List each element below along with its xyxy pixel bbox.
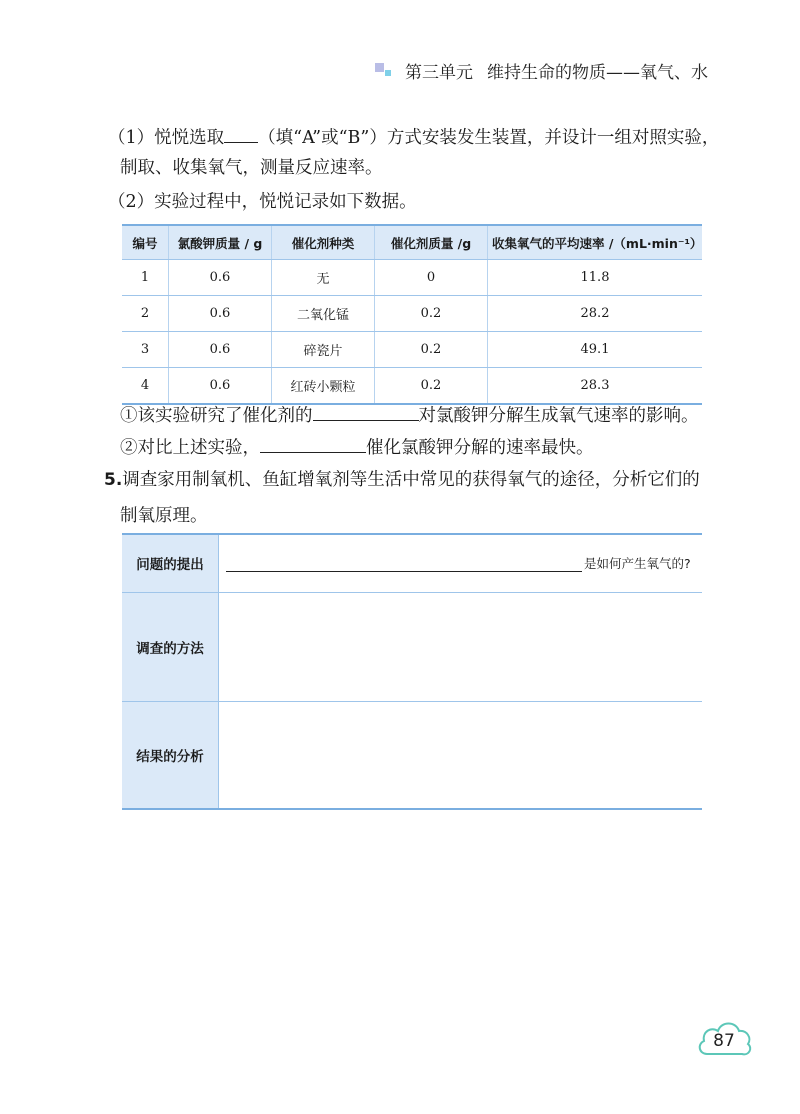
question-2-intro: （2）实验过程中，悦悦记录如下数据。 (108, 192, 417, 212)
question-suffix: 是如何产生氧气的? (584, 556, 691, 572)
investigation-row-method (122, 592, 702, 701)
table-cell: 11.8 (488, 260, 703, 296)
running-header (375, 58, 708, 83)
chapter-title: 维持生命的物质——氧气、水 (487, 63, 708, 83)
sub-question-2-text-b: 催化氯酸钾分解的速率最快。 (366, 438, 594, 458)
table-row (122, 368, 702, 405)
table-cell: 0.6 (169, 368, 272, 405)
table-cell: 二氧化锰 (272, 296, 375, 332)
table-cell: 0.6 (169, 296, 272, 332)
column-header: 编号 (122, 225, 169, 260)
table-cell: 2 (122, 296, 169, 332)
table-cell: 无 (272, 260, 375, 296)
sub-question-1-text-b: 对氯酸钾分解生成氧气速率的影响。 (418, 406, 699, 426)
table-cell: 28.3 (488, 368, 703, 405)
row-label-method: 调查的方法 (122, 592, 219, 701)
experiment-data-table (122, 224, 702, 405)
table-cell: 3 (122, 332, 169, 368)
answer-blank-catalyst-property[interactable] (313, 402, 419, 421)
sub-question-2 (120, 434, 594, 460)
table-cell: 4 (122, 368, 169, 405)
sub-question-1 (120, 402, 699, 428)
sub-question-2-text-a: ②对比上述实验， (120, 438, 260, 458)
table-cell: 0.2 (375, 368, 488, 405)
answer-blank-question[interactable] (226, 555, 582, 572)
question-1-text-b: （填“A”或“B”）方式安装发生装置，并设计一组对照实验， (258, 128, 720, 148)
header-square-icon (375, 63, 397, 79)
question-1-text-a: （1）悦悦选取 (108, 128, 225, 148)
table-cell: 0.6 (169, 260, 272, 296)
investigation-row-question (122, 534, 702, 592)
table-cell: 0.6 (169, 332, 272, 368)
table-cell: 0.2 (375, 296, 488, 332)
unit-label: 第三单元 (405, 63, 473, 83)
column-header: 收集氧气的平均速率 /（mL·min⁻¹） (488, 225, 703, 260)
table-cell: 红砖小颗粒 (272, 368, 375, 405)
table-header-row (122, 225, 702, 260)
column-header: 催化剂种类 (272, 225, 375, 260)
table-row (122, 332, 702, 368)
question-cell (219, 534, 703, 592)
question-5-number: 5. (104, 470, 123, 490)
question-1-line-1 (108, 124, 719, 150)
page-number: 87 (713, 1031, 735, 1051)
table-row (122, 296, 702, 332)
question-5-line-1 (104, 468, 700, 492)
question-5-line-2: 制氧原理。 (120, 506, 208, 526)
answer-blank-fastest-catalyst[interactable] (260, 434, 366, 453)
investigation-row-analysis (122, 701, 702, 809)
row-label-question: 问题的提出 (122, 534, 219, 592)
investigation-table (122, 533, 702, 810)
sub-question-1-text-a: ①该实验研究了催化剂的 (120, 406, 313, 426)
column-header: 催化剂质量 /g (375, 225, 488, 260)
table-cell: 49.1 (488, 332, 703, 368)
table-row (122, 260, 702, 296)
answer-blank-ab[interactable] (224, 124, 258, 143)
row-label-analysis: 结果的分析 (122, 701, 219, 809)
column-header: 氯酸钾质量 / g (169, 225, 272, 260)
table-cell: 碎瓷片 (272, 332, 375, 368)
question-5-text: 调查家用制氧机、鱼缸增氧剂等生活中常见的获得氧气的途径，分析它们的 (122, 470, 700, 490)
question-1-line-2: 制取、收集氧气，测量反应速率。 (120, 158, 383, 178)
table-cell: 28.2 (488, 296, 703, 332)
table-cell: 1 (122, 260, 169, 296)
page-number-badge (694, 1012, 754, 1066)
table-cell: 0.2 (375, 332, 488, 368)
analysis-answer-area[interactable] (219, 701, 703, 809)
method-answer-area[interactable] (219, 592, 703, 701)
table-cell: 0 (375, 260, 488, 296)
